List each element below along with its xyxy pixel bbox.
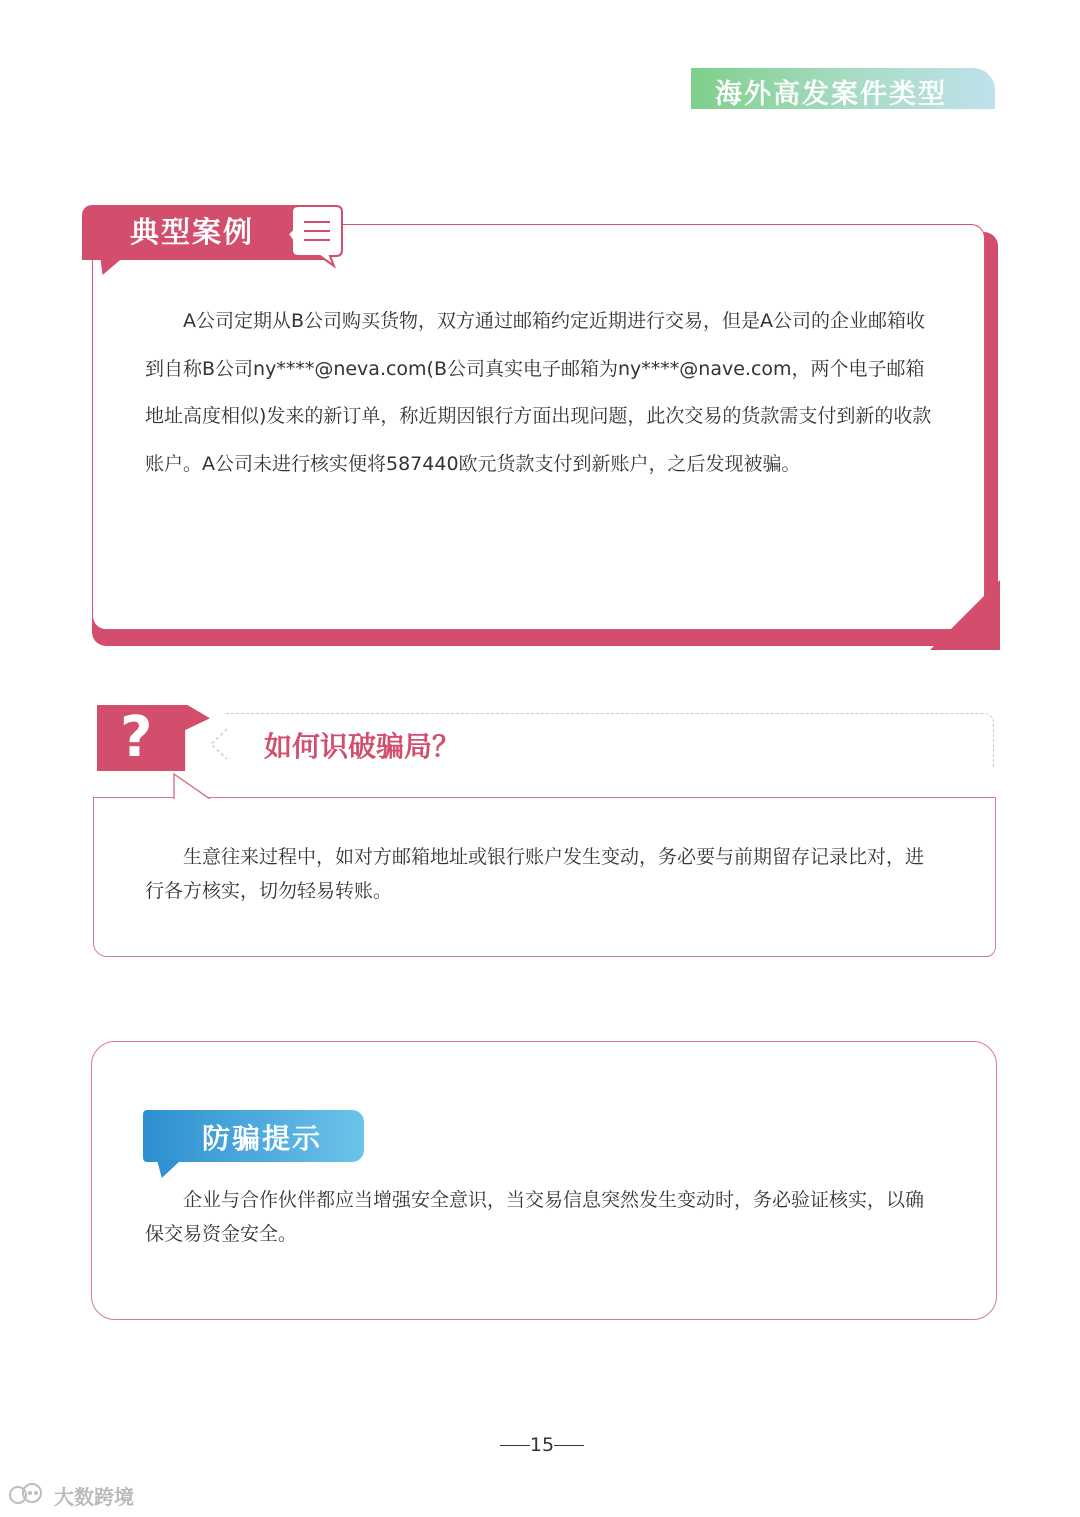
question-mark-icon: ?: [120, 705, 153, 770]
page-number-rule-left: [500, 1445, 530, 1446]
tips-card: [91, 1041, 997, 1320]
tips-label: 防骗提示: [202, 1122, 323, 1155]
case-paragraph: A公司定期从B公司购买货物，双方通过邮箱约定近期进行交易，但是A公司的企业邮箱收到自称B公司ny****@neva.com(B公司真实电子邮箱为ny****@nave.com，两个电子邮箱地址高度相似)发来的新订单，称近期因银行方面出现问题，此次交易的货款需支付到新的收款账户。A公司未进行核实便将587440欧元货款支付到新账户，之后发现被骗。: [145, 310, 932, 475]
watermark: [8, 1480, 134, 1510]
tips-paragraph-block: [145, 1183, 935, 1251]
spot-title: 如何识破骗局？: [264, 730, 461, 763]
section-tag-label: 海外高发案件类型: [715, 79, 947, 110]
chevron-left-icon: [207, 727, 231, 761]
page-number: [496, 1434, 588, 1456]
spot-paragraph: 生意往来过程中，如对方邮箱地址或银行账户发生变动，务必要与前期留存记录比对，进行各方核实，切勿轻易转账。: [145, 846, 925, 902]
speech-bubble-icon: [288, 204, 344, 268]
case-card-title: 典型案例: [130, 215, 255, 249]
page-number-rule-right: [554, 1445, 584, 1446]
question-badge: [97, 705, 210, 771]
case-paragraph-block: [145, 298, 935, 488]
watermark-logo-icon: [8, 1482, 48, 1508]
watermark-text: 大数跨境: [54, 1484, 134, 1509]
section-tag: [691, 68, 995, 109]
spot-paragraph-block: [145, 840, 935, 908]
tips-paragraph: 企业与合作伙伴都应当增强安全意识，当交易信息突然发生变动时，务必验证核实，以确保交易资金安全。: [145, 1189, 925, 1245]
spot-card-pointer: [172, 772, 212, 799]
page-number-value: 15: [529, 1434, 555, 1456]
